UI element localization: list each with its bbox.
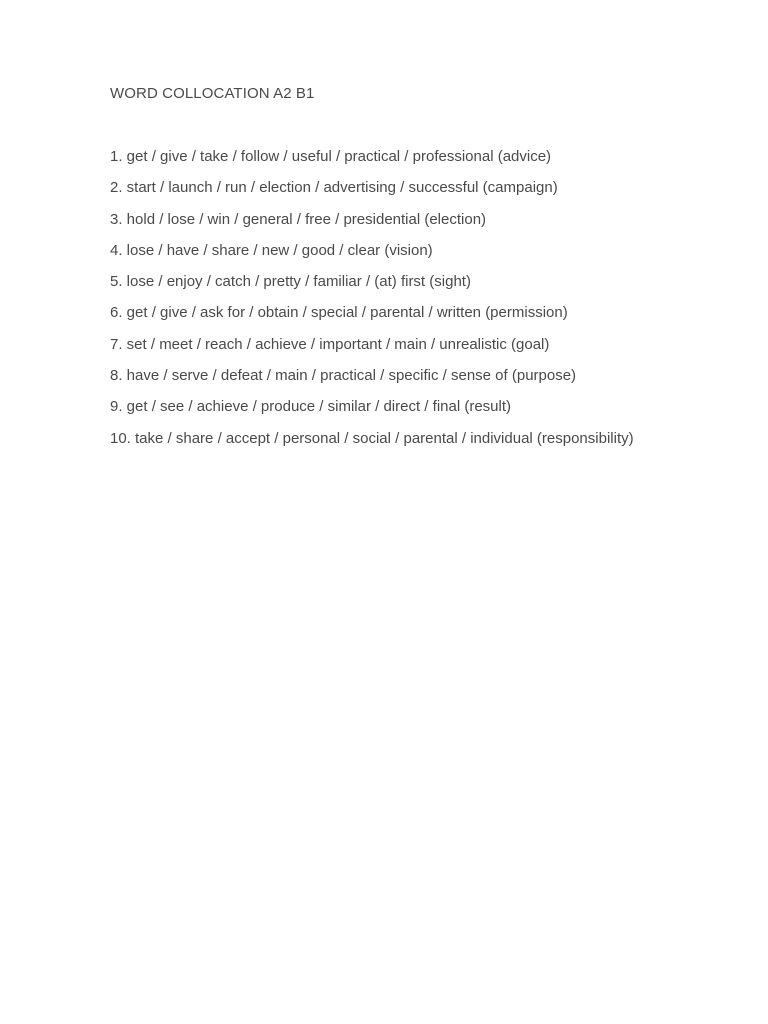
list-item: 4. lose / have / share / new / good / clear (vision) bbox=[110, 241, 433, 259]
list-item: 3. hold / lose / win / general / free / presidential (election) bbox=[110, 210, 487, 228]
list-item: 5. lose / enjoy / catch / pretty / familiar / (at) first (sight) bbox=[110, 273, 471, 291]
list-item: 9. get / see / achieve / produce / similar / direct / final (result) bbox=[110, 398, 512, 416]
list-item: 1. get / give / take / follow / useful / practical / professional (advice) bbox=[110, 148, 552, 165]
list-item: 10. take / share / accept / personal / social / parental / individual (responsibility) bbox=[110, 429, 634, 447]
list-item: 2. start / launch / run / election / advertising / successful (campaign) bbox=[110, 179, 558, 197]
list-item: 8. have / serve / defeat / main / practical / specific / sense of (purpose) bbox=[110, 367, 577, 385]
collocation-list bbox=[110, 147, 768, 449]
list-item: 6. get / give / ask for / obtain / special / parental / written (permission) bbox=[110, 304, 568, 322]
document-title: WORD COLLOCATION A2 B1 bbox=[110, 85, 315, 102]
list-item: 7. set / meet / reach / achieve / important / main / unrealistic (goal) bbox=[110, 335, 550, 353]
